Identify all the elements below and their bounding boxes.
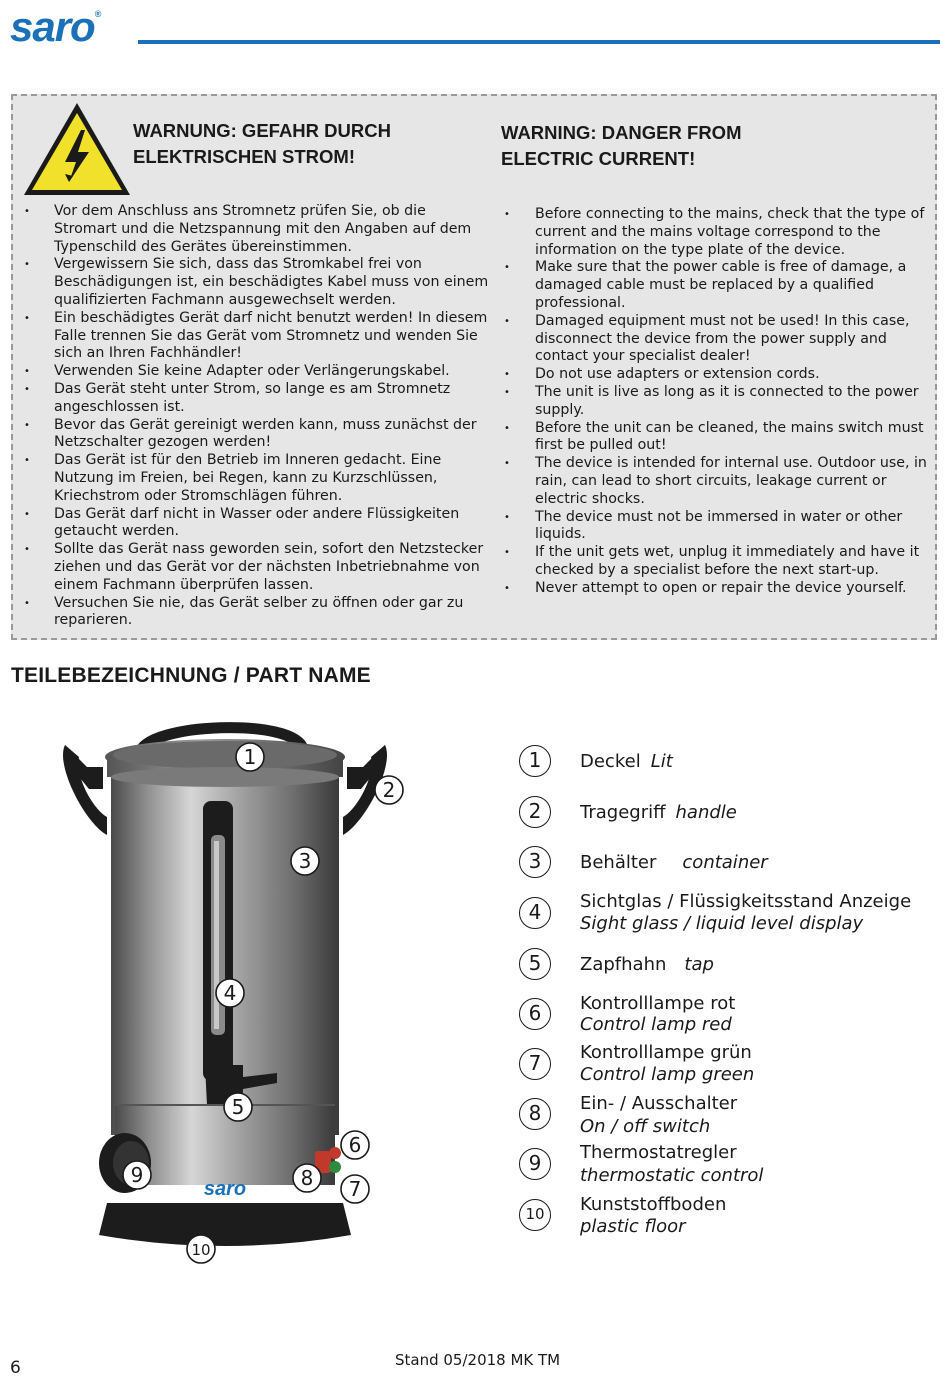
list-item: • Do not use adapters or extension cords. <box>504 366 820 383</box>
part-name-de: Behälter <box>580 852 657 873</box>
list-item: • Bevor das Gerät gereinigt werden kann, muss zunächst der Netzschalter gezogen werden! <box>24 416 477 451</box>
svg-text:9: 9 <box>130 1163 144 1187</box>
list-item: • Vergewissern Sie sich, dass das Stromkabel frei von Beschädigungen ist, ein beschädigtes Kabel muss von einem qualifizierten Fachmann ausgewechselt werden. <box>24 256 489 308</box>
header-rule <box>138 40 940 44</box>
warning-title-en: WARNING: DANGER FROM ELECTRIC CURRENT! <box>501 122 742 169</box>
list-item: • Das Gerät ist für den Betrieb im Inneren gedacht. Eine Nutzung im Freien, bei Regen, kann zu Kurzschlüssen, Kriechstrom oder Stromschlägen führen. <box>24 452 442 504</box>
part-name-de: Kontrolllampe rot <box>580 993 736 1014</box>
part-number-badge: 2 <box>519 796 551 828</box>
list-item: • Damaged equipment must not be used! In this case, disconnect the device from the power supply and contact your specialist dealer! <box>504 312 910 365</box>
footer-stand: Stand 05/2018 MK TM <box>395 1351 561 1369</box>
part-number-badge: 6 <box>519 998 551 1030</box>
page-number: 6 <box>10 1358 21 1378</box>
part-number-badge: 1 <box>519 745 551 777</box>
part-name-en: On / off switch <box>580 1116 711 1137</box>
part-name-en: container <box>682 852 768 873</box>
high-voltage-warning-icon <box>21 100 133 198</box>
part-name-de: Kunststoffboden <box>580 1194 727 1215</box>
part-name-en: thermostatic control <box>580 1165 764 1186</box>
list-item: • Before connecting to the mains, check that the type of current and the mains voltage correspond to the information on the type plate of the device. <box>504 206 925 258</box>
list-item: • Versuchen Sie nie, das Gerät selber zu öffnen oder gar zu reparieren. <box>24 594 464 629</box>
part-name-de: Zapfhahn <box>580 954 667 975</box>
part-name-en: Sight glass / liquid level display <box>580 913 864 934</box>
part-name-de: Thermostatregler <box>580 1142 737 1163</box>
list-item: • The device must not be immersed in water or other liquids. <box>504 508 903 543</box>
warning-list-de <box>21 203 491 630</box>
svg-text:saro: saro <box>203 1178 247 1200</box>
list-item: • If the unit gets wet, unplug it immediately and have it checked by a specialist before the next start-up. <box>504 544 920 578</box>
list-item: • Das Gerät darf nicht in Wasser oder andere Flüssigkeiten getaucht werden. <box>24 505 460 540</box>
part-name-de: Tragegriff <box>580 802 666 823</box>
urn-illustration <box>45 705 405 1275</box>
part-number-badge: 7 <box>519 1048 551 1080</box>
part-name-en: Control lamp green <box>580 1064 755 1085</box>
part-name-en: handle <box>675 802 737 823</box>
list-item: • The device is intended for internal use. Outdoor use, in rain, can lead to short circuits, leakage current or electric shocks. <box>504 455 927 507</box>
list-item: • Sollte das Gerät nass geworden sein, sofort den Netzstecker ziehen und das Gerät vor der nächsten Inbetriebnahme von einem Fachmann überprüfen lassen. <box>24 541 484 593</box>
svg-text:6: 6 <box>348 1133 362 1157</box>
list-item: • Das Gerät steht unter Strom, so lange es am Stromnetz angeschlossen ist. <box>24 380 451 415</box>
part-name-de: Sichtglas / Flüssigkeitsstand Anzeige <box>580 891 912 912</box>
svg-text:10: 10 <box>191 1241 211 1259</box>
list-item: • Verwenden Sie keine Adapter oder Verlängerungskabel. <box>24 363 450 380</box>
warning-box <box>11 94 937 640</box>
part-number-badge: 5 <box>519 948 551 980</box>
part-number-badge: 9 <box>519 1148 551 1180</box>
svg-text:3: 3 <box>298 849 312 873</box>
svg-text:7: 7 <box>348 1177 362 1201</box>
part-number-badge: 10 <box>519 1199 551 1231</box>
part-name-de: Deckel <box>580 751 641 772</box>
svg-text:1: 1 <box>243 745 257 769</box>
svg-text:2: 2 <box>382 778 396 802</box>
part-number-badge: 3 <box>519 846 551 878</box>
list-item: • Never attempt to open or repair the device yourself. <box>504 579 907 596</box>
list-item: • Make sure that the power cable is free of damage, a damaged cable must be replaced by a qualified professional. <box>504 259 907 311</box>
part-name-de: Ein- / Ausschalter <box>580 1093 738 1114</box>
list-item: • Before the unit can be cleaned, the mains switch must first be pulled out! <box>504 419 924 454</box>
warning-list-en <box>501 206 927 598</box>
part-name-en: tap <box>684 954 714 975</box>
brand-logo: saro® <box>10 3 101 50</box>
svg-text:4: 4 <box>223 981 237 1005</box>
svg-text:8: 8 <box>300 1166 314 1190</box>
part-name-de: Kontrolllampe grün <box>580 1042 752 1063</box>
part-name-en: plastic floor <box>580 1216 686 1237</box>
parts-section-title: TEILEBEZEICHNUNG / PART NAME <box>11 664 371 687</box>
part-name-en: Lit <box>650 751 673 772</box>
svg-text:5: 5 <box>231 1095 245 1119</box>
part-number-badge: 4 <box>519 897 551 929</box>
list-item: • The unit is live as long as it is connected to the power supply. <box>504 383 919 418</box>
list-item: • Vor dem Anschluss ans Stromnetz prüfen Sie, ob die Stromart und die Netzspannung mit den Angaben auf dem Typenschild des Gerätes übereinstimmen. <box>24 203 472 255</box>
part-name-en: Control lamp red <box>580 1014 732 1035</box>
list-item: • Ein beschädigtes Gerät darf nicht benutzt werden! In diesem Falle trennen Sie das Gerät vom Stromnetz und wenden Sie sich an Ihren Fachhändler! <box>24 309 488 362</box>
warning-title-de: WARNUNG: GEFAHR DURCH ELEKTRISCHEN STROM! <box>133 120 391 167</box>
part-number-badge: 8 <box>519 1098 551 1130</box>
